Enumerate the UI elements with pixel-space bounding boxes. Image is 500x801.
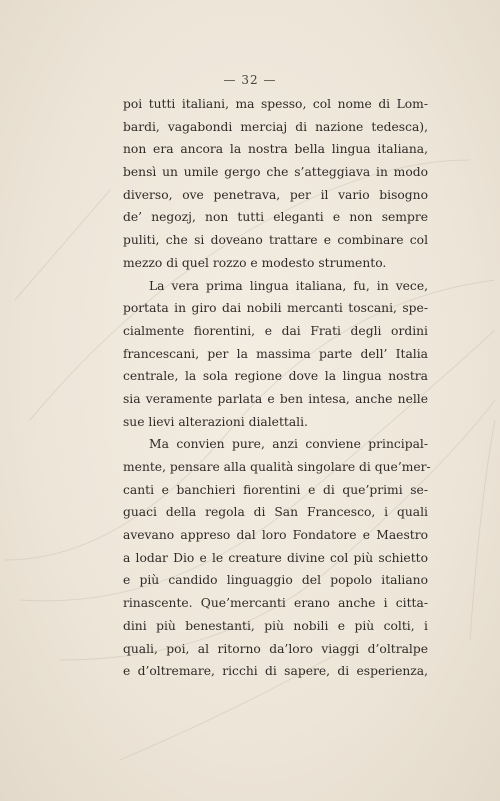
page-number: — 32 — xyxy=(223,73,277,87)
text-line: mezzo di quel rozzo e modesto strumento. xyxy=(123,255,387,270)
text-line: de’ negozj, non tutti eleganti e non sempre xyxy=(123,210,428,225)
text-line: dini più benestanti, più nobili e più colti, i xyxy=(123,618,428,633)
text-line: mente, pensare alla qualità singolare di que’mer- xyxy=(123,460,431,474)
text-line: cialmente fiorentini, e dai Frati degli ordini xyxy=(123,323,428,338)
text-line: La vera prima lingua italiana, fu, in vece, xyxy=(149,278,428,293)
text-line: sue lievi alterazioni dialettali. xyxy=(123,414,308,429)
text-line: guaci della regola di San Francesco, i quali xyxy=(123,505,428,520)
text-line: francescani, per la massima parte dell’ Italia xyxy=(123,346,428,361)
body-text xyxy=(123,93,431,683)
text-line: avevano appreso dal loro Fondatore e Maestro xyxy=(123,528,428,543)
text-line: poi tutti italiani, ma spesso, col nome di Lom- xyxy=(123,97,428,111)
text-line: a lodar Dio e le creature divine col più schietto xyxy=(123,550,428,565)
text-line: sia veramente parlata e ben intesa, anche nelle xyxy=(123,391,428,406)
text-line: bensì un umile gergo che s’atteggiava in modo xyxy=(123,165,428,180)
text-line: e più candido linguaggio del popolo italiano xyxy=(123,573,428,588)
text-line: quali, poi, al ritorno da’loro viaggi d’oltralpe xyxy=(123,641,428,656)
text-line: canti e banchieri fiorentini e di que’primi se- xyxy=(123,482,428,497)
text-line: portata in giro dai nobili mercanti toscani, spe- xyxy=(123,301,428,316)
text-line: rinascente. Que’mercanti erano anche i citta- xyxy=(123,596,428,611)
text-line: puliti, che si doveano trattare e combinare col xyxy=(123,233,428,248)
text-line: e d’oltremare, ricchi di sapere, di esperienza, xyxy=(123,664,428,679)
text-line: bardi, vagabondi merciaj di nazione tedesca), xyxy=(123,119,428,134)
text-line: Ma convien pure, anzi conviene principal- xyxy=(149,437,428,452)
text-line: non era ancora la nostra bella lingua italiana, xyxy=(123,142,428,157)
text-line: diverso, ove penetrava, per il vario bisogno xyxy=(123,187,428,202)
text-line: centrale, la sola regione dove la lingua nostra xyxy=(123,369,428,384)
